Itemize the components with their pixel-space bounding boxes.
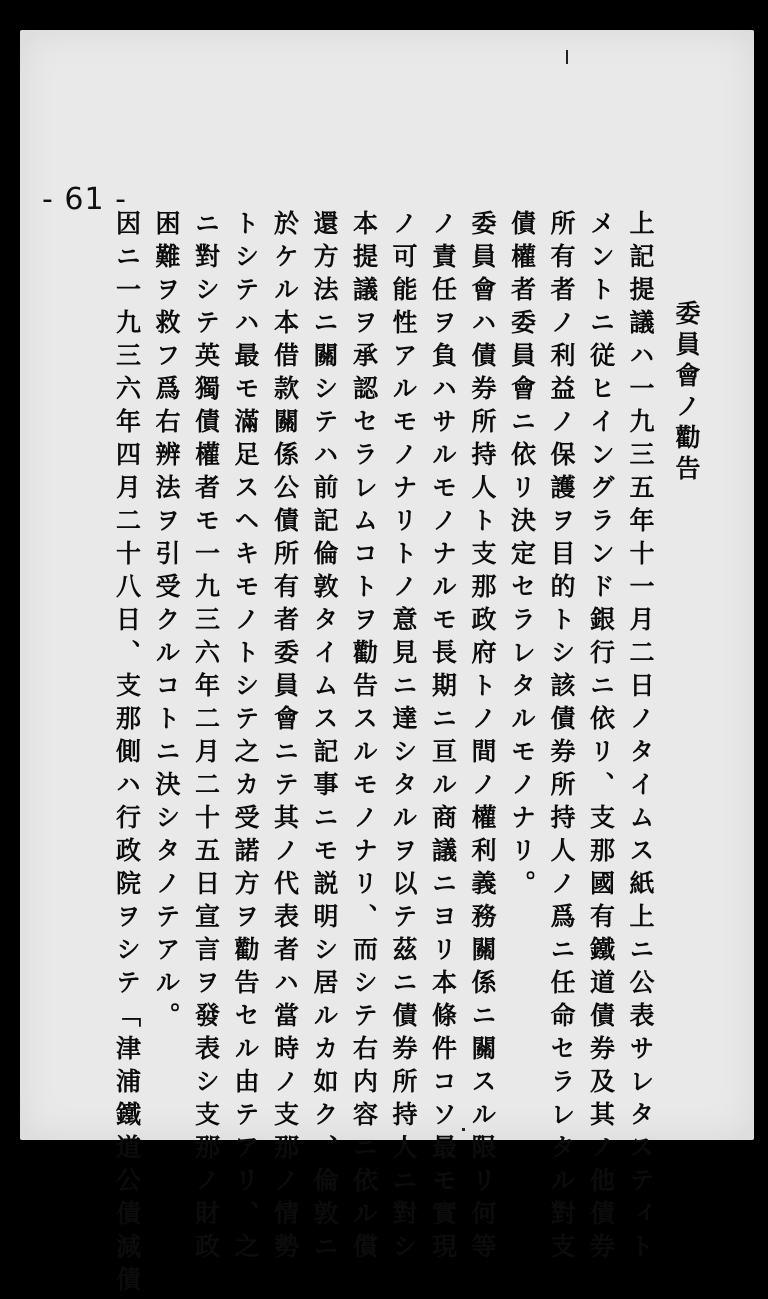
text-column: トシテハ最モ滿足スヘキモノトシテ之カ受諾方ヲ勸告セル由テアリ、之 bbox=[231, 210, 260, 1266]
text-column: 上記提議ハ一九三五年十一月二日ノタイムス紙上ニ公表サレタスティト bbox=[626, 210, 655, 1266]
page-number: - 61 - bbox=[42, 182, 127, 217]
scan-mark bbox=[566, 50, 568, 64]
text-column: ニ對シテ英獨債權者モ一九三六年二月二十五日宣言ヲ發表シ支那ノ財政 bbox=[191, 210, 221, 1266]
text-column: メントニ従ヒイングランド銀行ニ依リ、支那國有鐵道債券及其ノ他債券 bbox=[586, 210, 616, 1266]
text-column: 所有者ノ利益ノ保護ヲ目的トシ該債券所持人ノ爲ニ任命セラレタル對支 bbox=[547, 210, 576, 1266]
body-text bbox=[107, 210, 660, 1299]
text-column: 本提議ヲ承認セラレムコトヲ勸告スルモノナリ、而シテ右内容ニ依ル償 bbox=[349, 210, 379, 1266]
section-heading: 委員會ノ勸告 bbox=[672, 300, 701, 486]
text-column: 因ニ一九三六年四月二十八日、支那側ハ行政院ヲシテ「津浦鐵道公債減債 bbox=[112, 210, 142, 1299]
text-column: ノ責任ヲ負ハサルモノナルモ長期ニ亘ル商議ニヨリ本條件コソ最モ實現 bbox=[428, 210, 458, 1266]
text-column: 困難ヲ救フ爲右辨法ヲ引受クルコトニ決シタノテアル。 bbox=[152, 210, 181, 1035]
text-column: 債權者委員會ニ依リ決定セラレタルモノナリ。 bbox=[507, 210, 537, 903]
text-column: ノ可能性アルモノナリトノ意見ニ達シタルヲ以テ茲ニ債券所持人ニ對シ bbox=[389, 210, 418, 1266]
text-column: 委員會ハ債券所持人ト支那政府トノ間ノ權利義務關係ニ關スル限リ何等 bbox=[468, 210, 497, 1266]
text-column: 還方法ニ關シテハ前記倫敦タイムス記事ニモ説明シ居ルカ如ク、倫敦ニ bbox=[310, 210, 339, 1266]
scan-mark bbox=[462, 1128, 465, 1131]
text-column: 於ケル本借款關係公債所有者委員會ニテ其ノ代表者ハ當時ノ支那ノ情勢 bbox=[270, 210, 300, 1266]
